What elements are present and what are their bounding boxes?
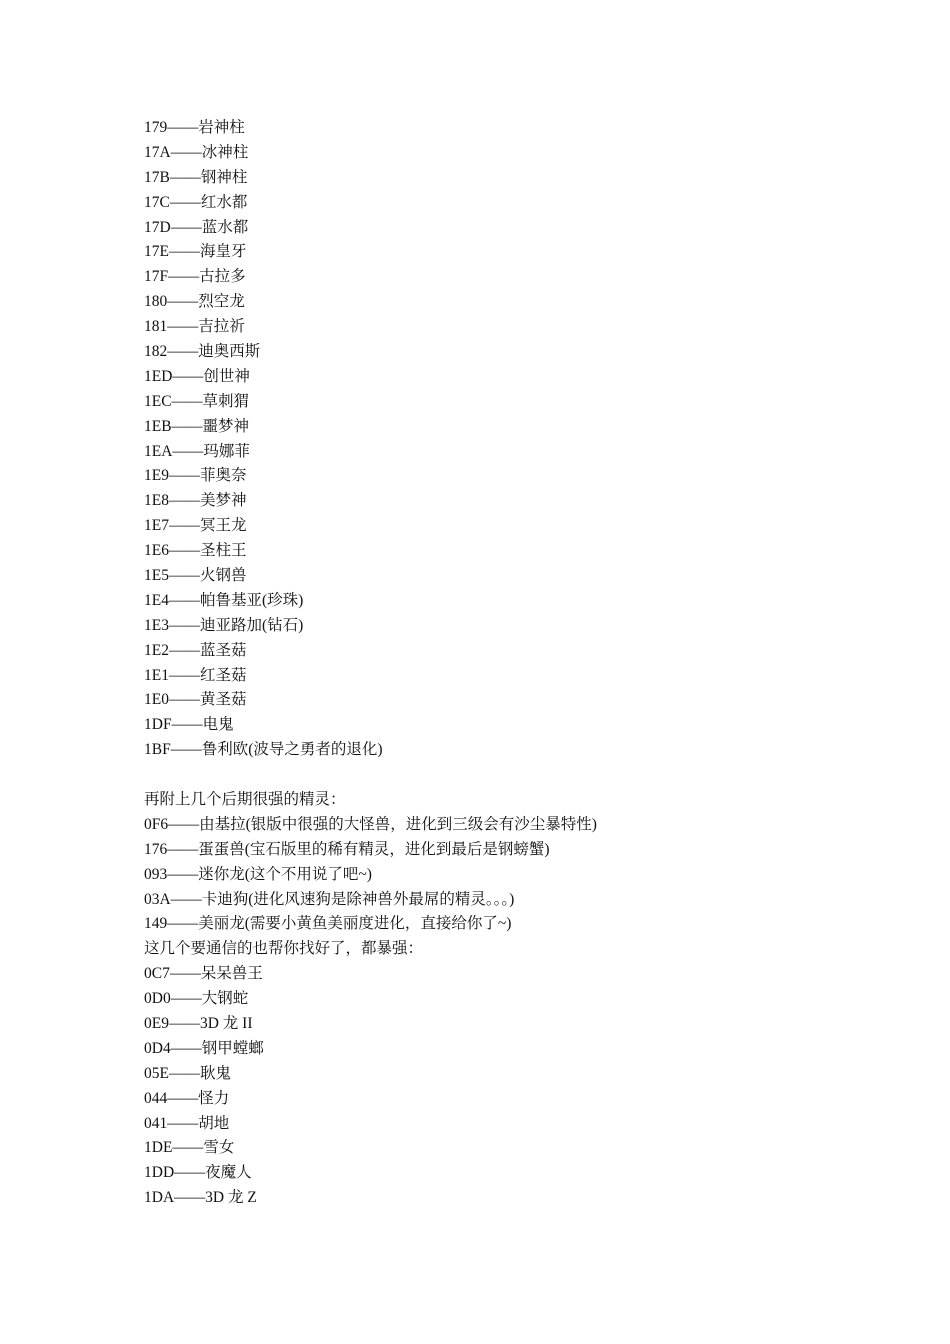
code-line: 041——胡地 xyxy=(144,1114,230,1132)
code-line: 17A——冰神柱 xyxy=(144,143,249,161)
code-line: 176——蛋蛋兽(宝石版里的稀有精灵，进化到最后是钢螃蟹) xyxy=(144,840,550,858)
code-line: 1E5——火钢兽 xyxy=(144,567,247,585)
strong-pokemon-list xyxy=(144,788,597,1211)
code-line: 181——吉拉祈 xyxy=(144,318,245,336)
code-line: 1EA——玛娜菲 xyxy=(144,442,250,460)
code-line: 17D——蓝水都 xyxy=(144,218,249,236)
code-line: 1DA——3D 龙 Z xyxy=(144,1189,257,1207)
code-line: 180——烈空龙 xyxy=(144,293,245,311)
code-line: 1E4——帕鲁基亚(珍珠) xyxy=(144,591,304,609)
code-line: 1E8——美梦神 xyxy=(144,492,247,510)
code-line: 182——迪奥西斯 xyxy=(144,343,261,361)
code-line: 1DF——电鬼 xyxy=(144,716,234,734)
code-line: 03A——卡迪狗(进化风速狗是除神兽外最屌的精灵。。。) xyxy=(144,890,515,908)
legendary-code-list xyxy=(144,116,383,763)
code-line: 0F6——由基拉(银版中很强的大怪兽，进化到三级会有沙尘暴特性) xyxy=(144,815,597,833)
code-line: 1ED——创世神 xyxy=(144,367,250,385)
code-line: 1E2——蓝圣菇 xyxy=(144,641,247,659)
code-line: 0C7——呆呆兽王 xyxy=(144,965,263,983)
code-line: 1EC——草刺猬 xyxy=(144,392,250,410)
code-line: 1DE——雪女 xyxy=(144,1139,235,1157)
code-line: 1DD——夜魔人 xyxy=(144,1164,252,1182)
section-heading: 再附上几个后期很强的精灵： xyxy=(144,791,346,808)
code-line: 17C——红水都 xyxy=(144,193,248,211)
code-line: 1E0——黄圣菇 xyxy=(144,691,247,709)
code-line: 05E——耿鬼 xyxy=(144,1064,231,1082)
code-line: 0D0——大钢蛇 xyxy=(144,990,249,1008)
code-line: 1BF——鲁利欧(波导之勇者的退化) xyxy=(144,741,383,759)
code-line: 1E9——菲奥奈 xyxy=(144,467,247,485)
code-line: 149——美丽龙(需要小黄鱼美丽度进化，直接给你了~) xyxy=(144,915,512,933)
code-line: 17B——钢神柱 xyxy=(144,168,248,186)
code-line: 0E9——3D 龙 II xyxy=(144,1015,253,1033)
code-line: 17E——海皇牙 xyxy=(144,243,247,261)
section-heading: 这几个要通信的也帮你找好了，都暴强： xyxy=(144,940,424,958)
code-line: 17F——古拉多 xyxy=(144,268,246,286)
code-line: 179——岩神柱 xyxy=(144,119,245,136)
code-line: 0D4——钢甲螳螂 xyxy=(144,1039,264,1057)
code-line: 1E6——圣柱王 xyxy=(144,542,247,560)
code-line: 1E3——迪亚路加(钻石) xyxy=(144,616,304,634)
code-line: 1E7——冥王龙 xyxy=(144,517,247,535)
code-line: 044——怪力 xyxy=(144,1089,230,1107)
code-line: 1E1——红圣菇 xyxy=(144,666,247,684)
code-line: 1EB——噩梦神 xyxy=(144,417,250,435)
code-line: 093——迷你龙(这个不用说了吧~) xyxy=(144,865,372,883)
